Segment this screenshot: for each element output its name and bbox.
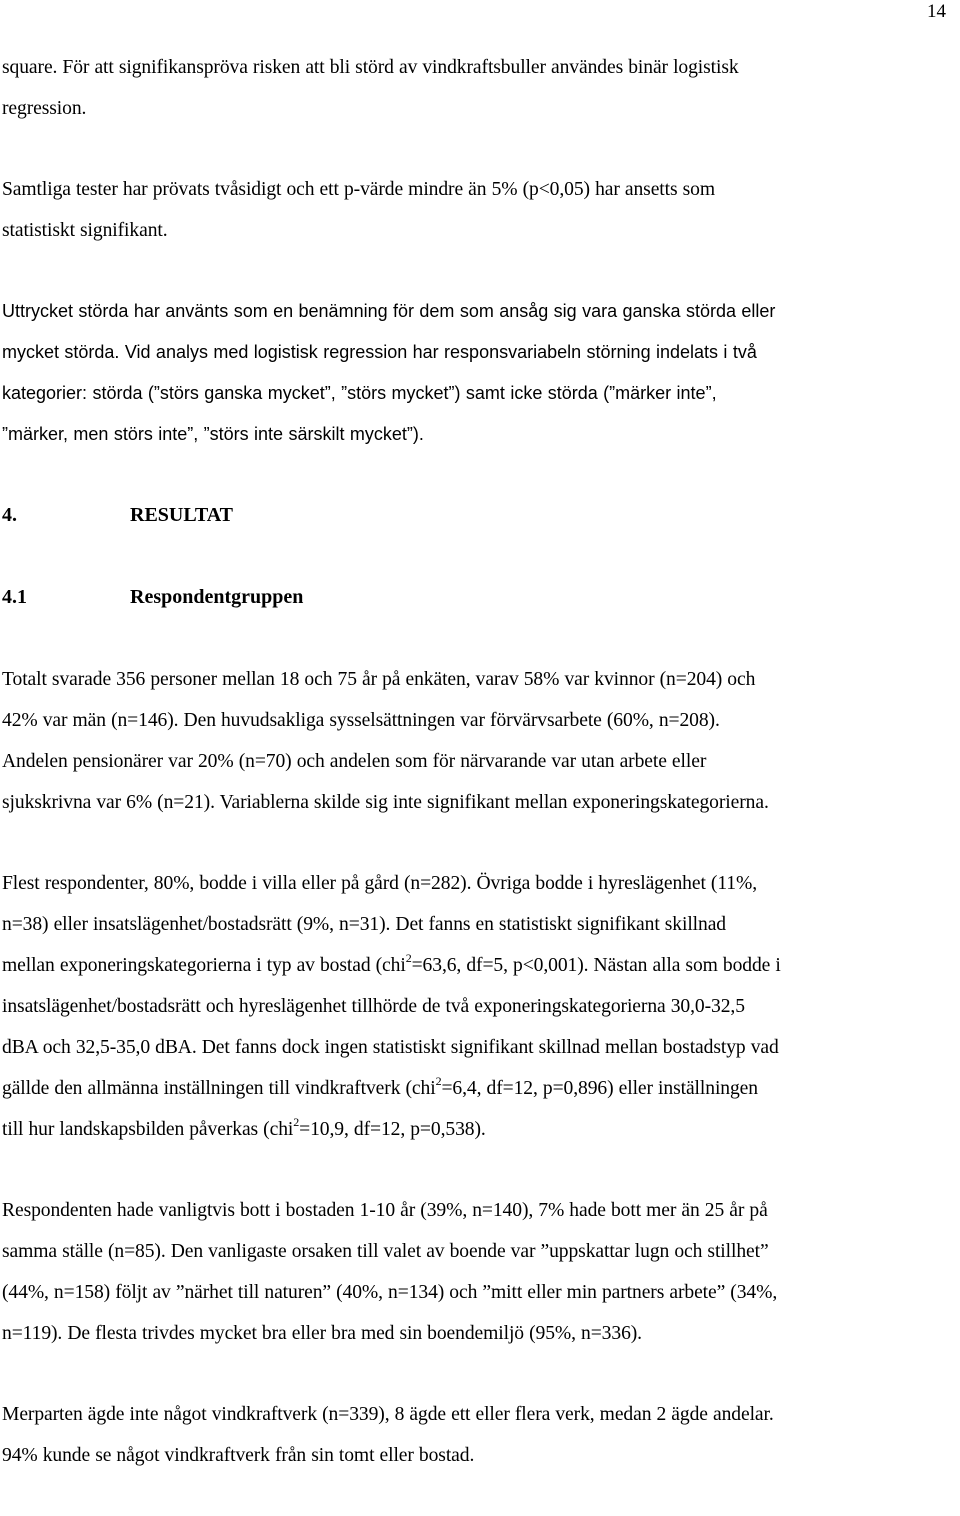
text-line: 42% var män (n=146). Den huvudsakliga sysselsättningen var förvärvsarbete (60%, n=208). — [2, 710, 720, 731]
text-line: insatslägenhet/bostadsrätt och hyreslägenhet tillhörde de två exponeringskategorierna 30,0-32,5 — [2, 996, 745, 1017]
section-heading-resultat — [2, 495, 958, 536]
text-line: regression. — [2, 98, 87, 119]
text-line: Respondenten hade vanligtvis bott i bostaden 1-10 år (39%, n=140), 7% hade bott mer än 25 år på — [2, 1200, 768, 1221]
paragraph-definition-disturbed — [2, 291, 958, 455]
text-segment: mellan exponeringskategorierna i typ av bostad (chi — [2, 955, 406, 976]
text-line: Samtliga tester har prövats tvåsidigt och ett p-värde mindre än 5% (p<0,05) har ansetts som — [2, 179, 715, 200]
page-number: 14 — [927, 1, 946, 22]
text-line: ”märker, men störs inte”, ”störs inte särskilt mycket”). — [2, 424, 424, 444]
text-line: Flest respondenter, 80%, bodde i villa eller på gård (n=282). Övriga bodde i hyreslägenhet (11%, — [2, 873, 758, 894]
text-line: Uttrycket störda har använts som en benämning för dem som ansåg sig vara ganska störda eller — [2, 301, 776, 321]
text-segment: =63,6, df=5, p<0,001). Nästan alla som bodde i — [411, 955, 781, 976]
text-line: Totalt svarade 356 personer mellan 18 och 75 år på enkäten, varav 58% var kvinnor (n=204) och — [2, 669, 756, 690]
text-line: samma ställe (n=85). Den vanligaste orsaken till valet av boende var ”uppskattar lugn och stillhet” — [2, 1241, 769, 1262]
text-line: kategorier: störda (”störs ganska mycket”, ”störs mycket”) samt icke störda (”märker inte”, — [2, 383, 717, 403]
text-segment: =6,4, df=12, p=0,896) eller inställningen — [441, 1078, 758, 1099]
section-number: 4. — [2, 504, 17, 526]
text-line: dBA och 32,5-35,0 dBA. Det fanns dock ingen statistiskt signifikant skillnad mellan bostadstyp vad — [2, 1037, 779, 1058]
subsection-number: 4.1 — [2, 586, 27, 608]
superscript: 2 — [435, 1074, 442, 1088]
text-line: n=38) eller insatslägenhet/bostadsrätt (9%, n=31). Det fanns en statistiskt signifikant skillnad — [2, 914, 727, 935]
text-segment: =10,9, df=12, p=0,538). — [299, 1119, 486, 1140]
paragraph-turbine-ownership — [2, 1394, 958, 1476]
superscript: 2 — [293, 1115, 300, 1129]
section-title: RESULTAT — [130, 504, 234, 526]
subsection-heading-respondentgruppen — [2, 577, 958, 618]
paragraph-significance — [2, 169, 958, 251]
text-line — [2, 1109, 958, 1150]
paragraph-housing — [2, 863, 958, 1150]
text-line: statistiskt signifikant. — [2, 220, 168, 241]
paragraph-respondents — [2, 659, 958, 823]
paragraph-method-logistic — [2, 47, 958, 129]
text-line: (44%, n=158) följt av ”närhet till naturen” (40%, n=134) och ”mitt eller min partners arbete” (34%, — [2, 1282, 778, 1303]
text-line — [2, 1068, 958, 1109]
text-line — [2, 945, 958, 986]
text-segment: gällde den allmänna inställningen till vindkraftverk (chi — [2, 1078, 436, 1099]
text-line: 94% kunde se något vindkraftverk från sin tomt eller bostad. — [2, 1445, 475, 1466]
text-line: Merparten ägde inte något vindkraftverk (n=339), 8 ägde ett eller flera verk, medan 2 ägde andelar. — [2, 1404, 774, 1425]
superscript: 2 — [405, 951, 412, 965]
text-line: sjukskrivna var 6% (n=21). Variablerna skilde sig inte signifikant mellan exponeringskategorierna. — [2, 792, 769, 813]
subsection-title: Respondentgruppen — [130, 586, 304, 608]
text-line: mycket störda. Vid analys med logistisk regression har responsvariabeln störning indelats i två — [2, 342, 757, 362]
text-line: square. För att signifikanspröva risken att bli störd av vindkraftsbuller användes binär logistisk — [2, 57, 739, 78]
paragraph-residence-duration — [2, 1190, 958, 1354]
document-body — [2, 47, 958, 1516]
text-line: n=119). De flesta trivdes mycket bra eller bra med sin boendemiljö (95%, n=336). — [2, 1323, 642, 1344]
text-line: Andelen pensionärer var 20% (n=70) och andelen som för närvarande var utan arbete eller — [2, 751, 707, 772]
text-segment: till hur landskapsbilden påverkas (chi — [2, 1119, 294, 1140]
